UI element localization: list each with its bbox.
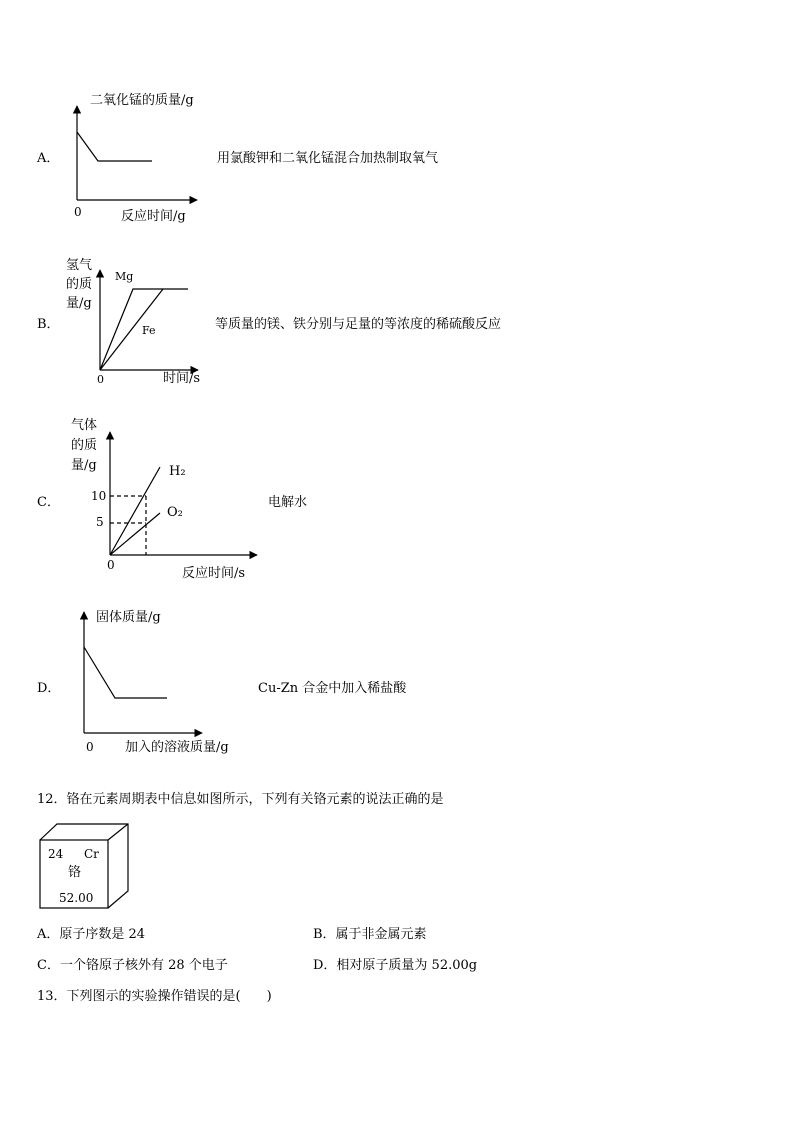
graph-b-fe-label: Fe (142, 324, 156, 337)
option-b-description: 等质量的镁、铁分别与足量的等浓度的稀硫酸反应 (215, 317, 502, 332)
q12-option-d: D．相对原子质量为 52.00g (313, 958, 478, 973)
element-cell-edge (108, 824, 128, 840)
q12-option-b: B．属于非金属元素 (313, 927, 427, 942)
q12-option-c: C．一个铬原子核外有 28 个电子 (37, 958, 228, 973)
element-cell-depth (40, 824, 128, 908)
element-cell-name: 铬 (68, 865, 82, 880)
element-cell-front (40, 840, 108, 908)
graph-c-tick-10: 10 (91, 489, 107, 503)
graph-d-curve (84, 647, 167, 698)
graph-c-h2-label: H₂ (169, 464, 186, 479)
option-d-letter: D． (37, 681, 61, 696)
element-cell-symbol: Cr (84, 847, 99, 861)
graph-a-ylabel: 二氧化锰的质量/g (90, 93, 194, 108)
option-b-letter: B． (37, 317, 60, 332)
question-13-text: 13．下列图示的实验操作错误的是( ) (37, 989, 272, 1004)
graph-c-tick-5: 5 (96, 515, 104, 529)
graph-b-origin: 0 (97, 373, 104, 386)
graph-c-xlabel: 反应时间/s (182, 566, 246, 581)
graph-b-xlabel: 时间/s (163, 371, 201, 386)
option-a-description: 用氯酸钾和二氧化锰混合加热制取氧气 (217, 151, 439, 166)
graph-d-origin: 0 (86, 740, 94, 754)
graph-d-xlabel: 加入的溶液质量/g (125, 740, 229, 755)
graph-d-ylabel: 固体质量/g (96, 610, 161, 625)
graph-b-mg-label: Mg (115, 270, 134, 283)
graph-b (100, 270, 198, 370)
graph-c-ylabel-3: 量/g (71, 458, 97, 473)
option-a-letter: A． (37, 151, 60, 166)
graph-c-o2-label: O₂ (167, 505, 183, 520)
graph-b-ylabel-1: 氢气 (66, 258, 93, 273)
graph-b-mg-curve (100, 289, 188, 370)
graph-c-o2-curve (110, 513, 160, 555)
option-c-letter: C． (37, 495, 60, 510)
graph-b-fe-curve (100, 289, 163, 370)
graph-a-xlabel: 反应时间/g (121, 209, 186, 224)
graph-d (84, 612, 202, 733)
graph-b-ylabel-3: 量/g (66, 296, 92, 311)
option-c-description: 电解水 (268, 495, 308, 510)
question-12-text: 12．铬在元素周期表中信息如图所示，下列有关铬元素的说法正确的是 (37, 792, 444, 807)
element-cell-mass: 52.00 (59, 891, 94, 905)
graph-c (110, 432, 257, 555)
option-d-description: Cu-Zn 合金中加入稀盐酸 (258, 681, 407, 696)
graph-c-ylabel-2: 的质 (71, 438, 98, 453)
q12-option-a: A．原子序数是 24 (37, 927, 146, 942)
element-cell-number: 24 (48, 847, 64, 861)
graph-a (77, 106, 197, 200)
graph-c-origin: 0 (107, 558, 115, 572)
element-cell-box (40, 824, 128, 908)
graph-a-curve (77, 132, 152, 161)
graph-a-origin: 0 (74, 205, 82, 219)
graph-c-ylabel-1: 气体 (71, 418, 98, 433)
graph-c-h2-curve (110, 467, 160, 555)
graph-b-ylabel-2: 的质 (66, 277, 93, 292)
